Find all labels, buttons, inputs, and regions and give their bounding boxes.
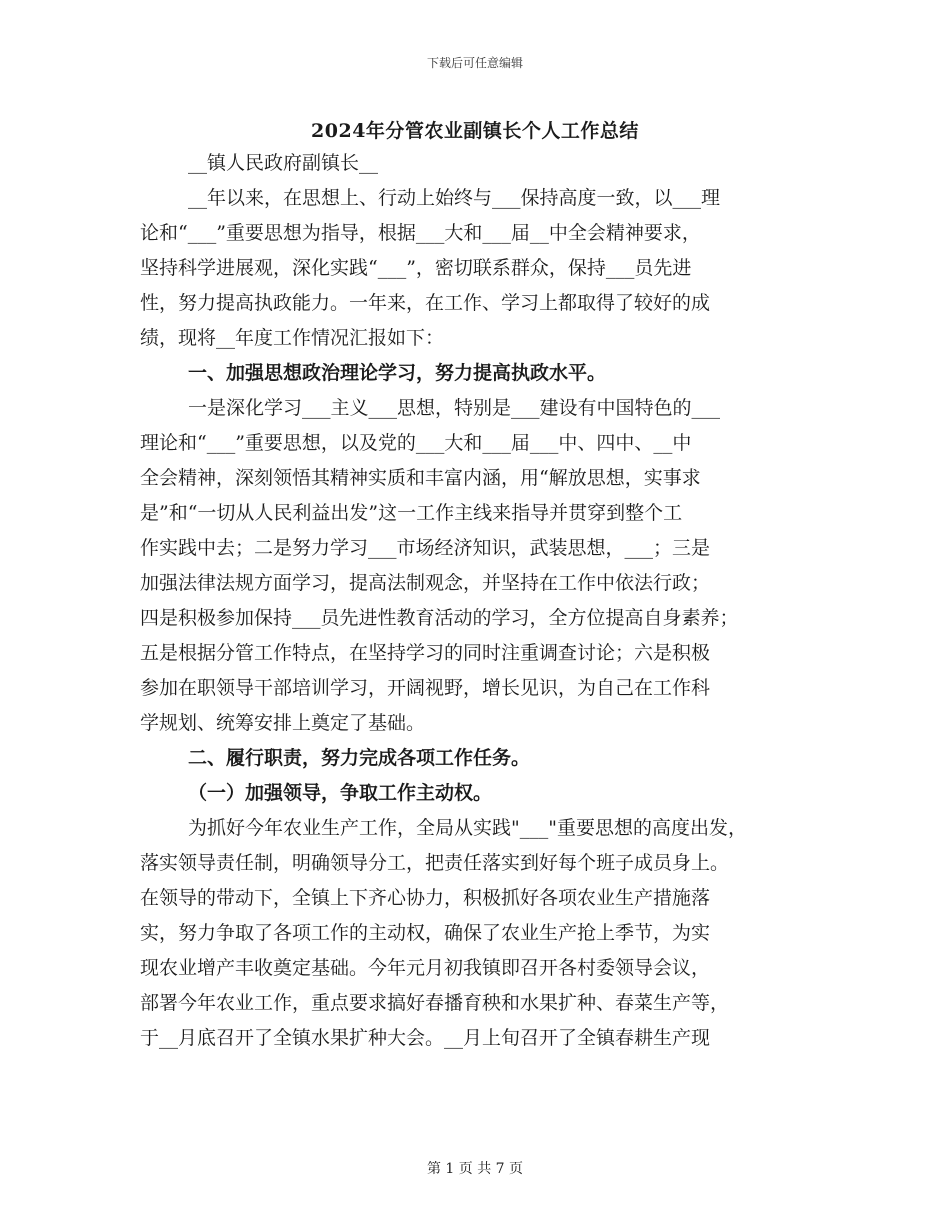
paragraph-line: 理论和“___”重要思想，以及党的___大和___届___中、四中、__中 [140,432,692,454]
paragraph-line: 为抓好今年农业生产工作，全局从实践"___"重要思想的高度出发， [188,817,747,839]
paragraph-line: 加强法律法规方面学习，提高法制观念，并坚持在工作中依法行政； [140,572,711,594]
paragraph-line: 五是根据分管工作特点，在坚持学习的同时注重调查讨论；六是积极 [140,642,711,664]
paragraph-line: 学规划、统筹安排上奠定了基础。 [140,712,426,734]
paragraph-line: 现农业增产丰收奠定基础。今年元月初我镇即召开各村委领导会议， [140,957,711,979]
paragraph-line: 坚持科学进展观，深化实践“___”，密切联系群众，保持___员先进 [140,257,692,279]
paragraph-line: 于__月底召开了全镇水果扩种大会。__月上旬召开了全镇春耕生产现 [140,1027,711,1049]
paragraph-line: 在领导的带动下，全镇上下齐心协力，积极抓好各项农业生产措施落 [140,887,711,909]
paragraph-line: 一是深化学习___主义___思想，特别是___建设有中国特色的___ [188,397,721,419]
paragraph-line: 四是积极参加保持___员先进性教育活动的学习，全方位提高自身素养； [140,607,739,629]
page-number: 第 1 页 共 7 页 [426,1161,524,1177]
paragraph-line: 参加在职领导干部培训学习，开阔视野，增长见识，为自己在工作科 [140,677,711,699]
paragraph-line: 性，努力提高执政能力。一年来，在工作、学习上都取得了较好的成 [140,292,711,314]
document-body [140,146,830,1056]
paragraph-line: 部署今年农业工作，重点要求搞好春播育秧和水果扩种、春菜生产等， [140,992,730,1014]
paragraph-line: 是”和“一切从人民利益出发”这一工作主线来指导并贯穿到整个工 [140,502,683,524]
section-heading: 一、加强思想政治理论学习，努力提高执政水平。 [188,362,607,384]
paragraph-line: 绩，现将__年度工作情况汇报如下： [140,327,445,349]
paragraph-line: 落实领导责任制，明确领导分工，把责任落实到好每个班子成员身上。 [140,852,730,874]
paragraph-line: 作实践中去；二是努力学习___市场经济知识，武装思想，___；三是 [140,537,711,559]
header-note: 下载后可任意编辑 [426,56,523,70]
paragraph-line: 实，努力争取了各项工作的主动权，确保了农业生产抢上季节，为实 [140,922,711,944]
paragraph-line: __年以来，在思想上、行动上始终与___保持高度一致，以___理 [188,187,721,209]
section-heading: 二、履行职责，努力完成各项工作任务。 [188,747,531,769]
paragraph-line: __镇人民政府副镇长__ [188,152,379,174]
paragraph-line: 全会精神，深刻领悟其精神实质和丰富内涵，用“解放思想，实事求 [140,467,701,489]
paragraph-line: 论和“___”重要思想为指导，根据___大和___届__中全会精神要求， [140,222,701,244]
document-title: 2024年分管农业副镇长个人工作总结 [311,120,639,142]
section-heading: （一）加强领导，争取工作主动权。 [188,782,493,804]
